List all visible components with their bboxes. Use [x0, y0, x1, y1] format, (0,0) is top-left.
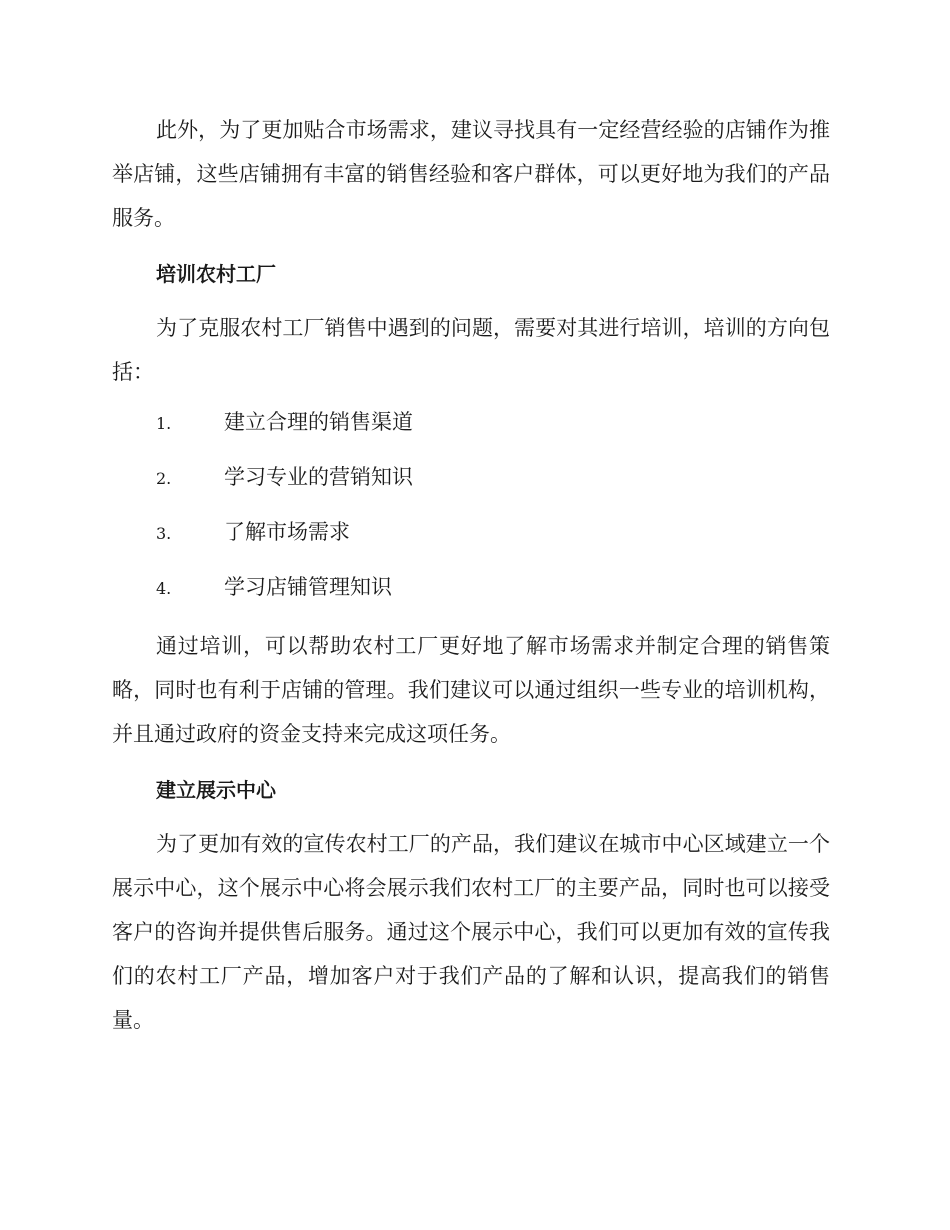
list-item-number: 4. — [156, 579, 172, 598]
list-item-text: 了解市场需求 — [224, 520, 350, 544]
list-item-number: 2. — [156, 469, 172, 488]
paragraph-showroom: 为了更加有效的宣传农村工厂的产品，我们建议在城市中心区域建立一个展示中心，这个展示中心将会展示我们农村工厂的主要产品，同时也可以接受客户的咨询并提供售后服务。通过这个展示中心，我们可以更加有效的宣传我们的农村工厂产品，增加客户对于我们产品的了解和认识，提高我们的销售量。 — [112, 832, 830, 1032]
document-page — [112, 108, 830, 1042]
paragraph-training-benefits: 通过培训，可以帮助农村工厂更好地了解市场需求并制定合理的销售策略，同时也有利于店铺的管理。我们建议可以通过组织一些专业的培训机构，并且通过政府的资金支持来完成这项任务。 — [112, 634, 830, 746]
list-item-text: 学习店铺管理知识 — [224, 575, 392, 599]
paragraph-training-intro: 为了克服农村工厂销售中遇到的问题，需要对其进行培训，培训的方向包括： — [112, 316, 830, 384]
list-item-text: 建立合理的销售渠道 — [224, 410, 413, 434]
list-item-text: 学习专业的营销知识 — [224, 465, 413, 489]
list-item — [112, 514, 830, 569]
list-item — [112, 404, 830, 459]
section-heading-training: 培训农村工厂 — [156, 262, 276, 286]
paragraph-recommended-stores: 此外，为了更加贴合市场需求，建议寻找具有一定经营经验的店铺作为推举店铺，这些店铺拥有丰富的销售经验和客户群体，可以更好地为我们的产品服务。 — [112, 118, 830, 230]
list-item-number: 3. — [156, 524, 172, 543]
list-item-number: 1. — [156, 414, 172, 433]
list-item — [112, 459, 830, 514]
training-list — [112, 404, 830, 624]
list-item — [112, 569, 830, 624]
section-heading-showroom: 建立展示中心 — [156, 778, 276, 802]
